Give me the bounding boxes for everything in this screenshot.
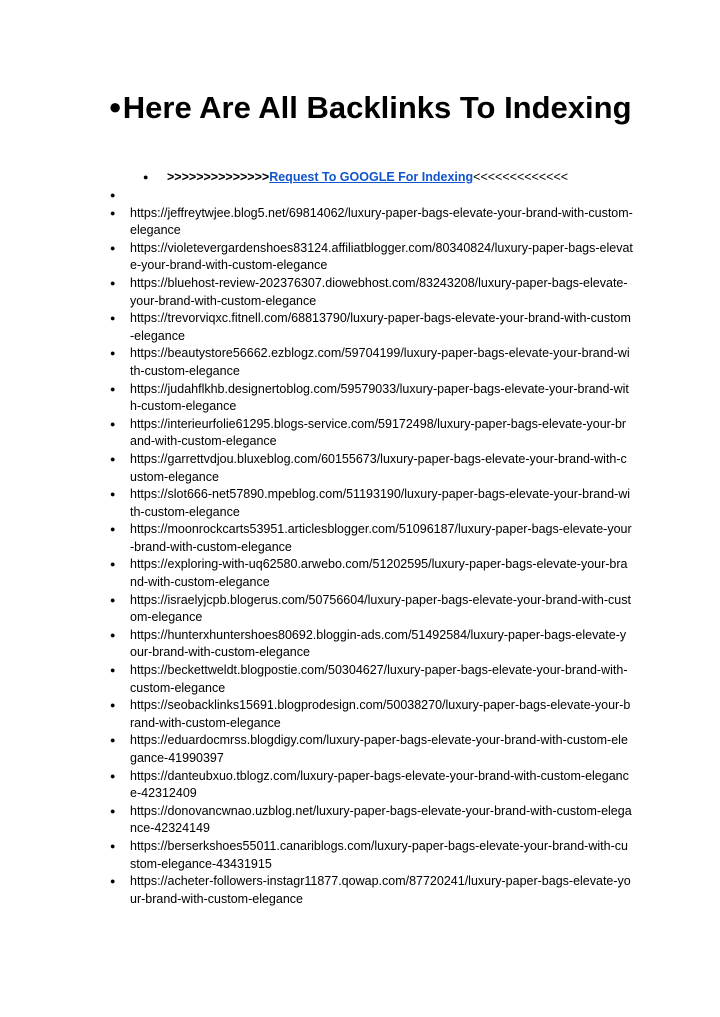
backlink-url[interactable]: https://garrettvdjou.bluxeblog.com/60155673/luxury-paper-bags-elevate-your-brand-with-custom-elegance — [130, 451, 627, 484]
backlink-url[interactable]: https://israelyjcpb.blogerus.com/50756604/luxury-paper-bags-elevate-your-brand-with-custom-elegance — [130, 592, 631, 625]
backlink-item — [108, 732, 633, 767]
backlink-url[interactable]: https://exploring-with-uq62580.arwebo.com/51202595/luxury-paper-bags-elevate-your-brand-with-custom-elegance — [130, 557, 628, 590]
list-bullet: ● — [110, 383, 116, 394]
list-bullet: ● — [110, 629, 116, 640]
list-bullet: ● — [110, 700, 116, 711]
backlink-item — [108, 275, 633, 310]
backlink-url[interactable]: https://slot666-net57890.mpeblog.com/51193190/luxury-paper-bags-elevate-your-brand-with-custom-elegance — [130, 487, 631, 519]
backlink-url[interactable]: https://donovancwnao.uzblog.net/luxury-paper-bags-elevate-your-brand-with-custom-elegance-42324149 — [130, 803, 632, 836]
list-bullet: ● — [110, 207, 116, 218]
list-bullet: ● — [110, 524, 116, 535]
backlink-url[interactable]: https://interieurfolie61295.blogs-service.com/59172498/luxury-paper-bags-elevate-your-brand-with-custom-elegance — [130, 416, 627, 449]
backlink-item — [108, 416, 633, 451]
backlink-url[interactable]: https://beckettweldt.blogpostie.com/50304627/luxury-paper-bags-elevate-your-brand-with-custom-elegance — [130, 663, 628, 695]
backlink-item — [108, 873, 633, 908]
backlink-item — [108, 451, 633, 486]
backlink-url[interactable]: https://danteubxuo.tblogz.com/luxury-paper-bags-elevate-your-brand-with-custom-elegance-42312409 — [130, 768, 629, 801]
backlink-item — [108, 205, 633, 240]
list-bullet: ● — [110, 594, 116, 605]
request-bullet: ● — [143, 172, 149, 182]
request-suffix-arrows: <<<<<<<<<<<<< — [473, 170, 569, 184]
backlink-item — [108, 662, 633, 697]
list-bullet: ● — [110, 453, 116, 464]
request-indexing-line — [143, 169, 568, 186]
list-bullet: ● — [110, 489, 116, 500]
list-bullet: ● — [110, 876, 116, 887]
backlinks-list — [108, 187, 633, 908]
backlink-url[interactable]: https://trevorviqxc.fitnell.com/68813790/luxury-paper-bags-elevate-your-brand-with-custom-elegance — [130, 311, 631, 343]
backlink-item — [108, 345, 633, 380]
backlink-url[interactable]: https://seobacklinks15691.blogprodesign.com/50038270/luxury-paper-bags-elevate-your-brand-with-custom-elegance — [130, 698, 631, 730]
backlink-url[interactable]: https://hunterxhuntershoes80692.bloggin-ads.com/51492584/luxury-paper-bags-elevate-your-brand-with-custom-elegance — [130, 627, 627, 660]
list-bullet: ● — [110, 418, 116, 429]
list-bullet: ● — [110, 559, 116, 570]
backlink-url[interactable]: https://acheter-followers-instagr11877.qowap.com/87720241/luxury-paper-bags-elevate-your-brand-with-custom-elegance — [130, 874, 631, 906]
backlink-item — [108, 240, 633, 275]
backlink-item — [108, 486, 633, 521]
backlink-url[interactable]: https://moonrockcarts53951.articlesblogger.com/51096187/luxury-paper-bags-elevate-your-brand-with-custom-elegance — [130, 522, 632, 554]
list-bullet: ● — [110, 805, 116, 816]
list-bullet: ● — [110, 190, 116, 200]
backlink-url[interactable]: https://violetevergardenshoes83124.affiliatblogger.com/80340824/luxury-paper-bags-elevate-your-brand-with-custom-elegance — [130, 240, 633, 273]
backlink-item — [108, 768, 633, 803]
backlink-item — [108, 556, 633, 591]
backlink-item — [108, 521, 633, 556]
list-bullet: ● — [110, 277, 116, 288]
request-indexing-link[interactable]: Request To GOOGLE For Indexing — [269, 170, 474, 184]
page-title — [100, 86, 640, 129]
list-bullet: ● — [110, 665, 116, 676]
backlink-item — [108, 803, 633, 838]
backlink-url[interactable]: https://beautystore56662.ezblogz.com/59704199/luxury-paper-bags-elevate-your-brand-with-custom-elegance — [130, 346, 630, 378]
title-text: Here Are All Backlinks To Indexing — [122, 90, 632, 125]
backlink-url[interactable]: https://judahflkhb.designertoblog.com/59579033/luxury-paper-bags-elevate-your-brand-with-custom-elegance — [130, 381, 629, 414]
backlink-item — [108, 627, 633, 662]
backlink-url[interactable]: https://bluehost-review-202376307.diowebhost.com/83243208/luxury-paper-bags-elevate-your-brand-with-custom-elegance — [130, 275, 628, 308]
list-bullet: ● — [110, 735, 116, 746]
list-bullet: ● — [110, 770, 116, 781]
list-bullet: ● — [110, 242, 116, 253]
title-bullet: ● — [108, 94, 122, 119]
request-prefix-arrows: >>>>>>>>>>>>>> — [167, 170, 270, 184]
list-bullet: ● — [110, 313, 116, 324]
backlink-item — [108, 697, 633, 732]
list-bullet: ● — [110, 348, 116, 359]
backlink-url[interactable]: https://jeffreytwjee.blog5.net/69814062/luxury-paper-bags-elevate-your-brand-with-custom-elegance — [130, 205, 633, 238]
backlink-item — [108, 381, 633, 416]
backlink-item — [108, 592, 633, 627]
list-bullet: ● — [110, 840, 116, 851]
backlink-item — [108, 838, 633, 873]
backlink-url[interactable]: https://berserkshoes55011.canariblogs.com/luxury-paper-bags-elevate-your-brand-with-custom-elegance-43431915 — [130, 838, 628, 871]
empty-list-item — [108, 187, 633, 205]
backlink-item — [108, 310, 633, 345]
backlink-url[interactable]: https://eduardocmrss.blogdigy.com/luxury-paper-bags-elevate-your-brand-with-custom-elegance-41990397 — [130, 733, 628, 765]
